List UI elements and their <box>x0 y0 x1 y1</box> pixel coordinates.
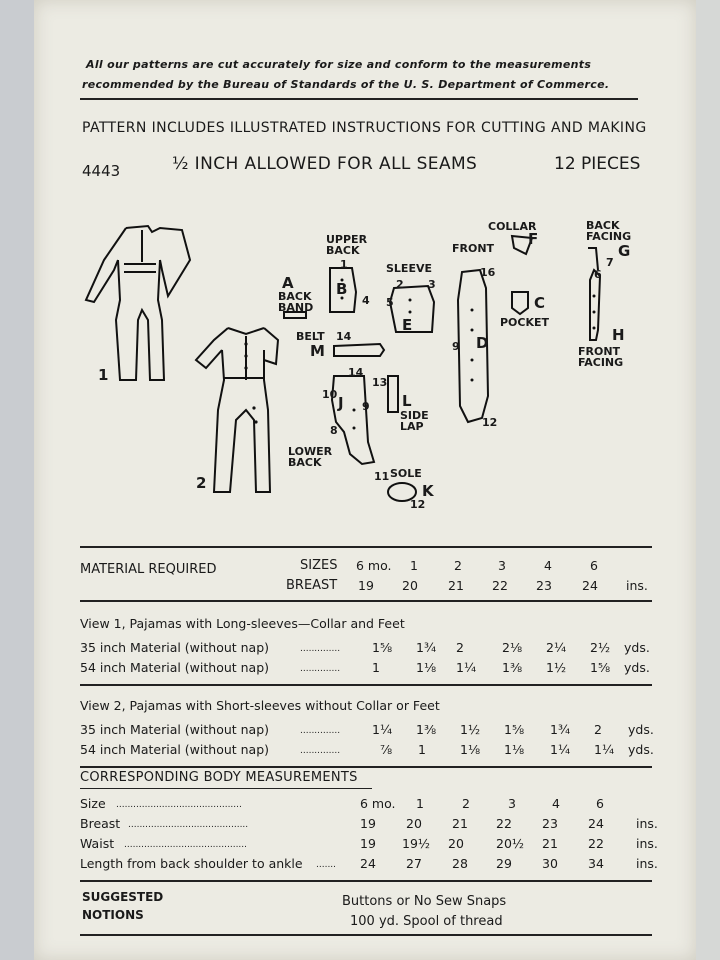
view-1-number: 1 <box>98 366 109 384</box>
notch-4: 4 <box>362 294 370 307</box>
size-value: 4 <box>544 558 552 573</box>
label-back-facing: BACK FACING <box>586 219 632 243</box>
label-front: FRONT <box>452 242 495 255</box>
letter-c: C <box>534 294 546 312</box>
breast-label: BREAST <box>286 578 338 593</box>
size-value: 2 <box>454 558 462 573</box>
divider <box>80 98 638 100</box>
notch-1: 1 <box>340 258 348 271</box>
pattern-number: 4443 <box>82 162 121 180</box>
row-value: 21 <box>542 836 558 851</box>
letter-k: K <box>422 482 434 500</box>
row-value: 19 <box>360 816 376 831</box>
row-value: 21 <box>452 816 468 831</box>
row-dots: .............. <box>300 664 341 674</box>
row-value: 1⅛ <box>504 742 525 757</box>
view-2-row-35 <box>80 722 660 740</box>
label-front-facing: FRONT FACING <box>578 345 624 369</box>
row-unit: yds. <box>628 742 654 757</box>
breast-value: 21 <box>448 578 464 593</box>
view-1-figure <box>86 226 190 380</box>
view-2-row-54 <box>80 742 660 760</box>
row-value: 1¼ <box>372 722 393 737</box>
breast-value: 23 <box>536 578 552 593</box>
size-value: 1 <box>410 558 418 573</box>
row-value: 22 <box>496 816 512 831</box>
row-value: 30 <box>542 856 558 871</box>
row-value: 1½ <box>546 660 567 675</box>
row-unit: ins. <box>636 856 658 871</box>
row-label: 54 inch Material (without nap) <box>80 660 270 675</box>
view-1-title: View 1, Pajamas with Long-sleeves—Collar and Feet <box>80 616 405 631</box>
notch-7: 7 <box>606 256 614 269</box>
row-value: 1 <box>418 742 426 757</box>
row-value: 19½ <box>402 836 431 851</box>
view-2-figure <box>196 328 278 492</box>
row-value: 3 <box>508 796 516 811</box>
row-unit: yds. <box>628 722 654 737</box>
label-side-lap: SIDE LAP <box>400 409 429 433</box>
letter-e: E <box>402 316 413 334</box>
row-value: 2 <box>594 722 602 737</box>
notch-12-front: 12 <box>482 416 498 429</box>
notch-11: 11 <box>374 470 390 483</box>
view-2-number: 2 <box>196 474 207 492</box>
background-edge <box>696 0 720 960</box>
row-label: Waist <box>80 836 115 851</box>
divider <box>80 766 652 768</box>
divider <box>80 880 652 882</box>
row-value: ⅞ <box>380 742 393 757</box>
body-row-length <box>80 856 660 874</box>
divider <box>80 934 652 936</box>
letter-m: M <box>310 342 325 360</box>
row-value: 1⅛ <box>460 742 481 757</box>
body-row-waist <box>80 836 660 854</box>
instructions-heading: PATTERN INCLUDES ILLUSTRATED INSTRUCTIONS FOR CUTTING AND MAKING <box>82 120 647 136</box>
notch-12-sole: 12 <box>410 498 426 511</box>
row-value: 1¾ <box>416 640 437 655</box>
row-value: 1⅜ <box>416 722 437 737</box>
row-value: 2 <box>456 640 464 655</box>
notch-13: 13 <box>372 376 388 389</box>
row-value: 1 <box>372 660 380 675</box>
title-underline <box>80 788 372 789</box>
size-value: 3 <box>498 558 506 573</box>
letter-g: G <box>618 242 631 260</box>
notch-6: 6 <box>594 268 602 281</box>
row-label: Breast <box>80 816 121 831</box>
row-value: 19 <box>360 836 376 851</box>
body-row-breast <box>80 816 660 834</box>
row-value: 2 <box>462 796 470 811</box>
certification-line-2: recommended by the Bureau of Standards of the U. S. Department of Commerce. <box>82 78 610 91</box>
material-required-title: MATERIAL REQUIRED <box>80 562 217 577</box>
notions-label-line-2: NOTIONS <box>82 908 144 922</box>
row-label: Size <box>80 796 106 811</box>
notion-item-1: Buttons or No Sew Snaps <box>342 894 507 909</box>
row-value: 20 <box>406 816 422 831</box>
divider <box>80 600 652 602</box>
row-unit: yds. <box>624 640 650 655</box>
row-value: 23 <box>542 816 558 831</box>
row-value: 1 <box>416 796 424 811</box>
row-value: 1¼ <box>594 742 615 757</box>
size-value: 6 <box>590 558 598 573</box>
notch-5: 5 <box>386 296 394 309</box>
breast-value: 22 <box>492 578 508 593</box>
notch-10: 10 <box>322 388 338 401</box>
letter-h: H <box>612 326 625 344</box>
label-back-band: BACK BAND <box>278 290 314 314</box>
row-unit: ins. <box>636 816 658 831</box>
row-value: 1⅛ <box>416 660 437 675</box>
row-dots: ....... <box>316 860 337 870</box>
breast-unit: ins. <box>626 578 648 593</box>
letter-f: F <box>528 230 539 248</box>
row-value: 6 <box>596 796 604 811</box>
divider <box>80 684 652 686</box>
sizes-label: SIZES <box>300 558 338 573</box>
row-value: 1⅝ <box>504 722 525 737</box>
row-dots: ........................................... <box>124 840 248 850</box>
label-sleeve: SLEEVE <box>386 262 432 275</box>
divider <box>80 546 652 548</box>
letter-j: J <box>338 394 344 412</box>
row-unit: ins. <box>636 836 658 851</box>
size-value: 6 mo. <box>356 558 392 573</box>
notch-3: 3 <box>428 278 436 291</box>
row-label: 35 inch Material (without nap) <box>80 640 270 655</box>
row-value: 4 <box>552 796 560 811</box>
pattern-piece-dots <box>341 279 596 433</box>
row-value: 1⅝ <box>372 640 393 655</box>
row-dots: .............. <box>300 746 341 756</box>
row-value: 20 <box>448 836 464 851</box>
row-value: 24 <box>360 856 376 871</box>
row-unit: yds. <box>624 660 650 675</box>
notch-14-lower: 14 <box>348 366 364 379</box>
notch-16: 16 <box>480 266 496 279</box>
label-upper-back: UPPER BACK <box>326 233 368 257</box>
letter-a: A <box>282 274 294 292</box>
notion-item-2: 100 yd. Spool of thread <box>350 914 503 929</box>
row-value: 2⅛ <box>502 640 523 655</box>
certification-line-1: All our patterns are cut accurately for size and conform to the measurements <box>86 58 592 71</box>
row-dots: .............. <box>300 726 341 736</box>
row-value: 22 <box>588 836 604 851</box>
view-1-row-35 <box>80 640 660 658</box>
letter-l: L <box>402 392 412 410</box>
row-value: 34 <box>588 856 604 871</box>
view-1-row-54 <box>80 660 660 678</box>
row-value: 29 <box>496 856 512 871</box>
label-collar: COLLAR <box>488 220 537 233</box>
notch-9-front: 9 <box>452 340 460 353</box>
row-label: 54 inch Material (without nap) <box>80 742 270 757</box>
notions-label-line-1: SUGGESTED <box>82 890 164 904</box>
label-sole: SOLE <box>390 467 422 480</box>
row-dots: ............................................ <box>116 800 242 810</box>
letter-d: D <box>476 334 489 352</box>
notch-14-belt: 14 <box>336 330 352 343</box>
row-value: 2½ <box>590 640 611 655</box>
row-value: 1½ <box>460 722 481 737</box>
row-value: 28 <box>452 856 468 871</box>
breast-value: 24 <box>582 578 598 593</box>
row-value: 24 <box>588 816 604 831</box>
row-label: 35 inch Material (without nap) <box>80 722 270 737</box>
row-value: 6 mo. <box>360 796 396 811</box>
piece-count: 12 PIECES <box>554 154 641 174</box>
label-pocket: POCKET <box>500 316 550 329</box>
row-value: 2¼ <box>546 640 567 655</box>
row-dots: .......................................... <box>128 820 249 830</box>
label-lower-back: LOWER BACK <box>288 445 333 469</box>
notch-8: 8 <box>330 424 338 437</box>
body-row-size <box>80 796 660 814</box>
row-label: Length from back shoulder to ankle <box>80 856 303 871</box>
breast-value: 20 <box>402 578 418 593</box>
row-value: 1¼ <box>456 660 477 675</box>
view-2-title: View 2, Pajamas with Short-sleeves without Collar or Feet <box>80 698 440 713</box>
notch-2: 2 <box>396 278 404 291</box>
body-measurements-title: CORRESPONDING BODY MEASUREMENTS <box>80 770 358 785</box>
notch-9: 9 <box>362 400 370 413</box>
letter-b: B <box>336 280 348 298</box>
row-value: 1⅝ <box>590 660 611 675</box>
seam-allowance: ½ INCH ALLOWED FOR ALL SEAMS <box>172 154 478 174</box>
breast-value: 19 <box>358 578 374 593</box>
row-value: 1⅜ <box>502 660 523 675</box>
label-belt: BELT <box>296 330 325 343</box>
row-value: 27 <box>406 856 422 871</box>
row-value: 20½ <box>496 836 525 851</box>
row-value: 1¾ <box>550 722 571 737</box>
row-value: 1¼ <box>550 742 571 757</box>
row-dots: .............. <box>300 644 341 654</box>
